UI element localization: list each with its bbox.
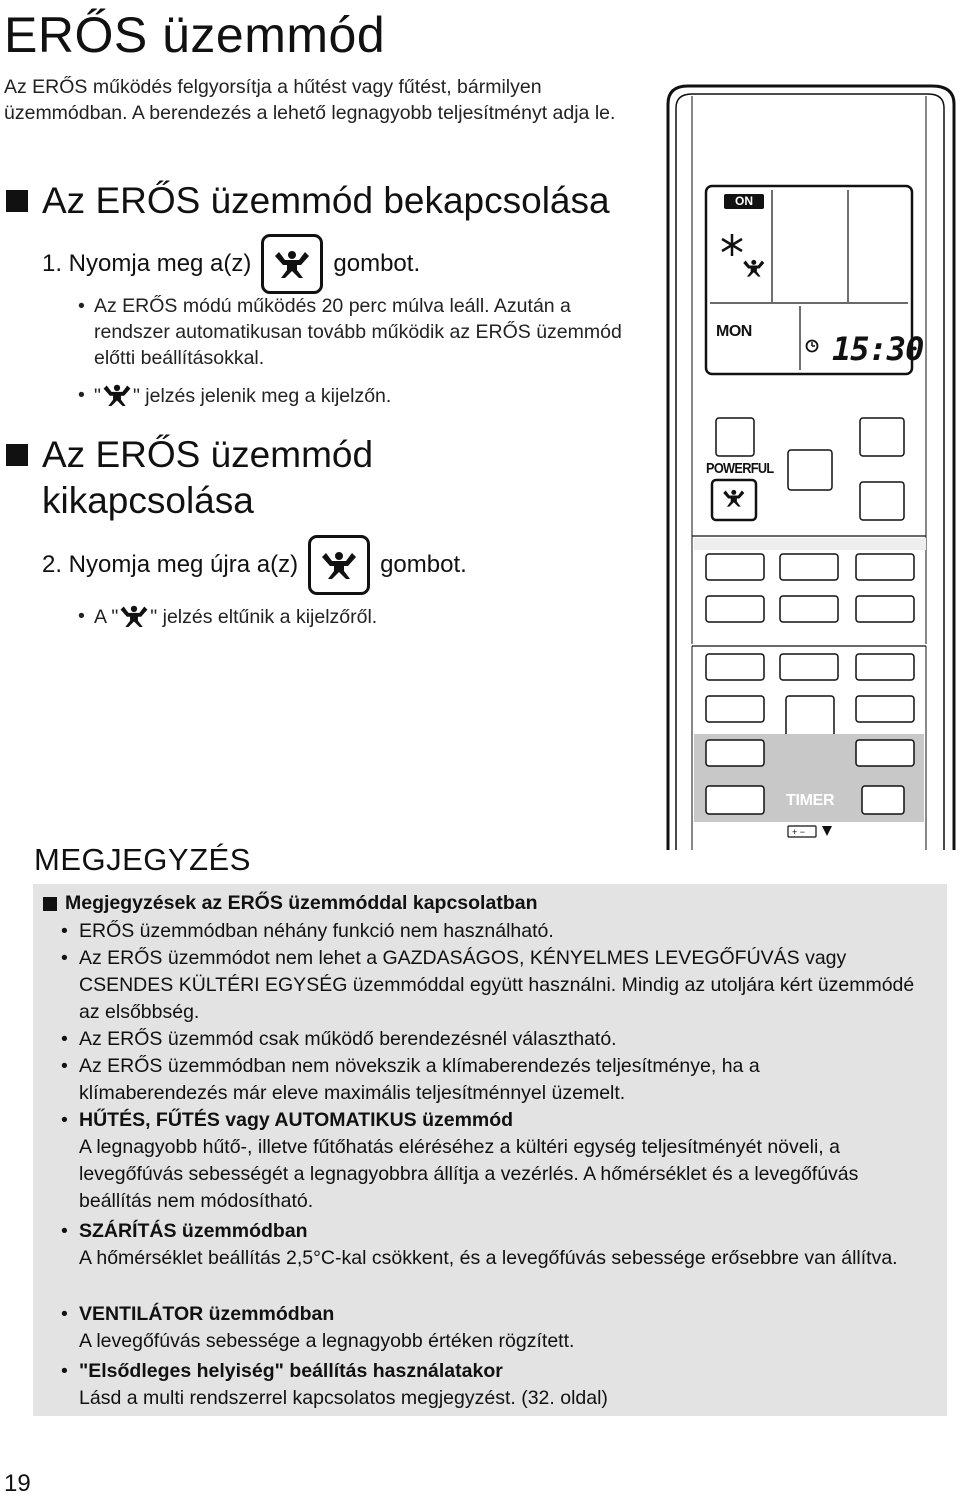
list-item: • A " " jelzés eltűnik a kijelzőről. [78, 605, 378, 628]
list-item: • VENTILÁTOR üzemmódban A levegőfúvás sebessége a legnagyobb értéken rögzített. [61, 1303, 575, 1352]
remote-control-illustration [664, 84, 956, 852]
section-on-heading [6, 178, 610, 224]
page-title: ERŐS üzemmód [4, 7, 386, 63]
list-item: • HŰTÉS, FŰTÉS vagy AUTOMATIKUS üzemmód A legnagyobb hűtő-, illetve fűtőhatás eléréséhez a kültéri egység teljesítményét növeli, a levegőfúvás sebességét a legnagyobbra állítja a vezérlés. A hőmérséklet és a levegőfúvás beállítás nem módosítható. [61, 1109, 859, 1212]
bullet-text: Az ERŐS módú működés 20 perc múlva leáll. Azután a rendszer automatikusan tovább működik az ERŐS üzemmód előtti beállításokkal. [94, 295, 622, 369]
list-item: • Az ERŐS üzemmódban nem növekszik a klímaberendezés teljesítménye, ha a klímaberendezés már eleve maximális teljesítménnyel üzemelt. [61, 1055, 760, 1104]
step-2-suffix: gombot. [380, 551, 467, 578]
note-heading: Megjegyzések az ERŐS üzemmóddal kapcsolatban [43, 892, 538, 915]
step-2 [42, 535, 467, 595]
square-bullet-icon [43, 897, 57, 911]
powerful-button-label: POWERFUL [706, 460, 774, 477]
list-item: • Az ERŐS üzemmód csak működő berendezésnél választható. [61, 1028, 617, 1050]
powerful-icon [320, 549, 358, 581]
display-day: MON [716, 323, 752, 340]
powerful-icon [273, 248, 311, 280]
square-bullet-icon [6, 190, 28, 212]
powerful-button[interactable] [308, 535, 370, 595]
list-item: • SZÁRÍTÁS üzemmódban A hőmérséklet beállítás 2,5°C-kal csökkent, és a levegőfúvás sebessége erősebbre van állítva. [61, 1220, 898, 1269]
list-item: • Az ERŐS üzemmódot nem lehet a GAZDASÁGOS, KÉNYELMES LEVEGŐFÚVÁS vagy CSENDES KÜLTÉRI EGYSÉG üzemmóddal együtt használni. Mindig az utoljára kért üzemmódé az elsőbbség. [61, 947, 915, 1023]
section-on-title: Az ERŐS üzemmód bekapcsolása [42, 180, 610, 221]
svg-text:+ −: + − [792, 827, 806, 837]
step-1-suffix: gombot. [333, 250, 421, 277]
powerful-button[interactable] [261, 234, 323, 294]
powerful-icon [119, 603, 149, 629]
note-title: MEGJEGYZÉS [34, 842, 251, 877]
square-bullet-icon [6, 444, 28, 466]
list-item: • " " jelzés jelenik meg a kijelzőn. [78, 384, 392, 407]
step-1-prefix: 1. Nyomja meg a(z) [42, 250, 252, 277]
section-off-title-line2: kikapcsolása [42, 480, 254, 521]
step-2-prefix: 2. Nyomja meg újra a(z) [42, 551, 299, 578]
timer-label: TIMER [786, 792, 835, 809]
step-1 [42, 234, 420, 294]
powerful-icon [102, 382, 132, 408]
intro-text: Az ERŐS működés felgyorsítja a hűtést vagy fűtést, bármilyen üzemmódban. A berendezés a lehető legnagyobb teljesítményt adja le. [4, 76, 616, 124]
display-time: 15:30 [832, 330, 924, 368]
page-number: 19 [4, 1470, 31, 1497]
list-item: • Az ERŐS módú működés 20 perc múlva leáll. Azután a rendszer automatikusan tovább működik az ERŐS üzemmód előtti beállításokkal. [78, 295, 622, 369]
note-box [33, 884, 947, 1416]
section-off-title-line1: Az ERŐS üzemmód [42, 434, 374, 475]
list-item: • "Elsődleges helyiség" beállítás használatakor Lásd a multi rendszerrel kapcsolatos megjegyzést. (32. oldal) [61, 1360, 608, 1409]
list-item: • ERŐS üzemmódban néhány funkció nem használható. [61, 920, 554, 942]
display-on-indicator: ON [724, 194, 764, 209]
section-off-heading [6, 432, 373, 524]
